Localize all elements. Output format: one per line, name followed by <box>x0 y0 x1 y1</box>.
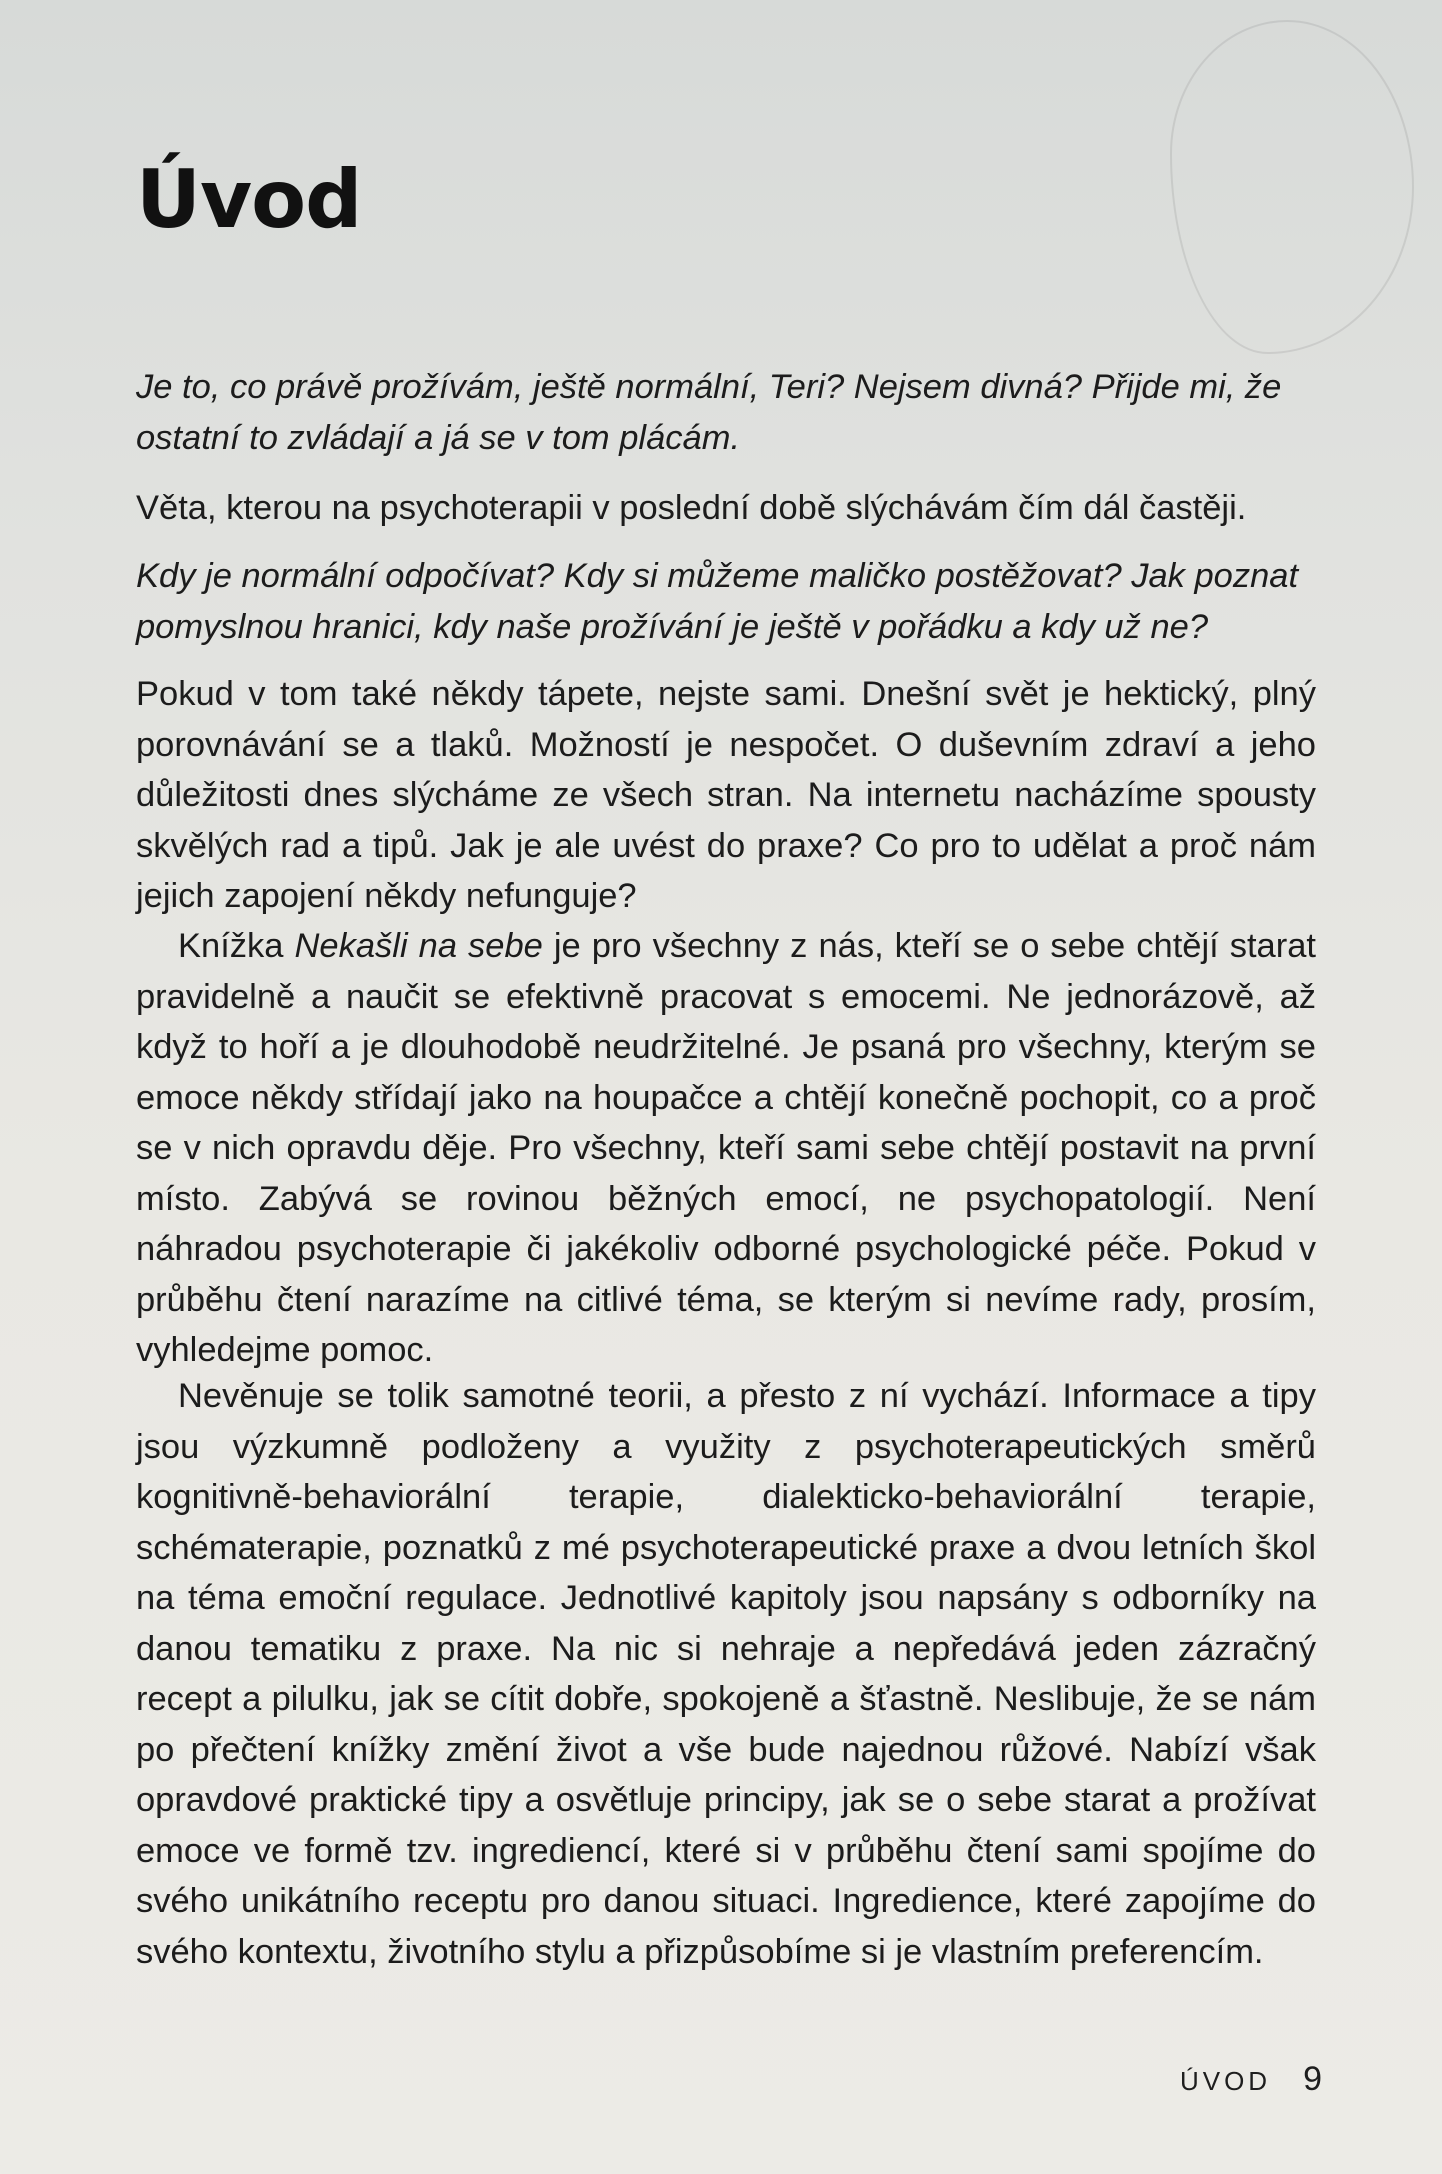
statement-line: Věta, kterou na psychoterapii v poslední době slýchávám čím dál častěji. <box>136 489 1247 527</box>
running-head: ÚVOD <box>1179 2066 1272 2096</box>
body-paragraph-1: Pokud v tom také někdy tápete, nejste sami. Dnešní svět je hektický, plný porovnávání se a tlaků. Možností je nespočet. O duševním zdraví a jeho důležitosti dnes slýcháme ze všech stran. Na internetu nacházíme spousty skvělých rad a tipů. Jak je ale uvést do praxe? Co pro to udělat a proč nám jejich zapojení někdy nefunguje? <box>136 675 1316 915</box>
question-quote: Kdy je normální odpočívat? Kdy si můžeme maličko postěžovat? Jak poznat pomyslnou hranici, kdy naše prožívání je ještě v pořádku a kdy už ne? <box>136 557 1299 646</box>
opening-quote: Je to, co právě prožívám, ještě normální, Teri? Nejsem divná? Přijde mi, že ostatní to zvládají a já se v tom plácám. <box>136 368 1282 457</box>
body-paragraph-3: Nevěnuje se tolik samotné teorii, a přesto z ní vychází. Informace a tipy jsou výzkumně podloženy a využity z psychoterapeutických směrů kognitivně-behaviorální terapie, dialekticko-behaviorální terapie, schématerapie, poznatků z mé psychoterapeutické praxe a dvou letních škol na téma emoční regulace. Jednotlivé kapitoly jsou napsány s odborníky na danou tematiku z praxe. Na nic si nehraje a nepředává jeden zázračný recept a pilulku, jak se cítit dobře, spokojeně a šťastně. Neslibuje, že se nám po přečtení knížky změní život a vše bude najednou růžové. Nabízí však opravdové praktické tipy a osvětluje principy, jak se o sebe starat a prožívat emoce ve formě tzv. ingrediencí, které si v průběhu čtení sami spojíme do svého unikátního receptu pro danou situaci. Ingredience, které zapojíme do svého kontextu, životního stylu a přizpůsobíme si je vlastním preferencím. <box>136 1377 1316 1971</box>
body-paragraph-2 <box>136 921 1316 1376</box>
bleed-through-shape <box>1170 20 1414 354</box>
paragraph-2-lead: Knížka <box>178 927 295 965</box>
page-footer <box>1180 2060 1322 2099</box>
paragraph-2-rest: je pro všechny z nás, kteří se o sebe chtějí starat pravidelně a naučit se efektivně pracovat s emocemi. Ne jednorázově, až když to hoří a je dlouhodobě neudržitelné. Je psaná pro všechny, kterým se emoce někdy střídají jako na houpačce a chtějí konečně pochopit, co a proč se v nich opravdu děje. Pro všechny, kteří sami sebe chtějí postavit na první místo. Zabývá se rovinou běžných emocí, ne psychopatologií. Není náhradou psychoterapie či jakékoliv odborné psychologické péče. Pokud v průběhu čtení narazíme na citlivé téma, se kterým si nevíme rady, prosím, vyhledejme pomoc. <box>136 927 1317 1369</box>
page-number: 9 <box>1303 2060 1322 2098</box>
chapter-title: Úvod <box>136 153 362 246</box>
book-title: Nekašli na sebe <box>294 927 543 965</box>
